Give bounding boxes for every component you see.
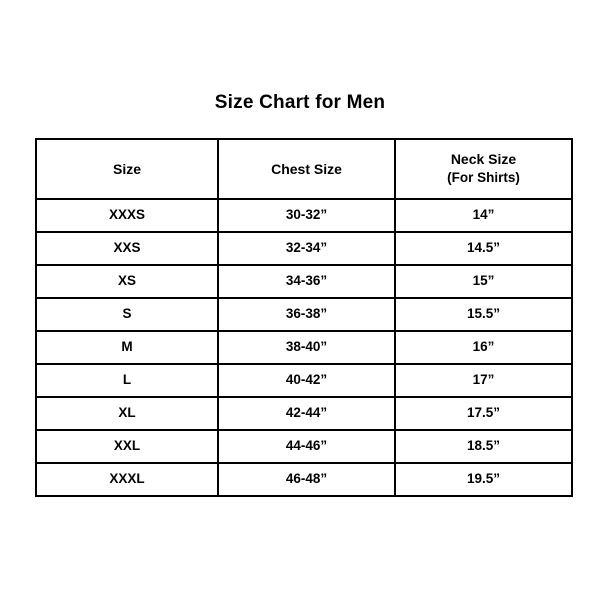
table-row [36, 364, 572, 397]
size-chart-table [35, 138, 573, 497]
cell-size: XXXS [36, 199, 218, 232]
cell-size: S [36, 298, 218, 331]
cell-size: L [36, 364, 218, 397]
column-header-neck-label: Neck Size [450, 151, 517, 168]
table-row [36, 232, 572, 265]
table-row [36, 397, 572, 430]
cell-chest: 44-46” [218, 430, 395, 463]
cell-size: XXS [36, 232, 218, 265]
table-header [36, 139, 572, 199]
page-title: Size Chart for Men [214, 92, 386, 113]
cell-size: M [36, 331, 218, 364]
column-header-size-label: Size [112, 160, 141, 177]
column-header-neck-sublabel: (For Shirts) [447, 170, 520, 186]
column-header-neck [395, 139, 572, 199]
cell-neck: 14” [395, 199, 572, 232]
column-header-chest [218, 139, 395, 199]
table-row [36, 265, 572, 298]
table-row [36, 199, 572, 232]
column-header-size [36, 139, 218, 199]
cell-chest: 34-36” [218, 265, 395, 298]
table-row [36, 298, 572, 331]
table-header-row [36, 139, 572, 199]
cell-neck: 17.5” [395, 397, 572, 430]
cell-size: XXL [36, 430, 218, 463]
cell-chest: 30-32” [218, 199, 395, 232]
cell-neck: 16” [395, 331, 572, 364]
cell-chest: 38-40” [218, 331, 395, 364]
cell-neck: 18.5” [395, 430, 572, 463]
table-body [36, 199, 572, 496]
cell-chest: 36-38” [218, 298, 395, 331]
table-row [36, 463, 572, 496]
cell-chest: 32-34” [218, 232, 395, 265]
cell-chest: 46-48” [218, 463, 395, 496]
cell-neck: 17” [395, 364, 572, 397]
cell-size: XS [36, 265, 218, 298]
table-row [36, 331, 572, 364]
table-row [36, 430, 572, 463]
cell-chest: 40-42” [218, 364, 395, 397]
column-header-chest-label: Chest Size [271, 160, 342, 177]
cell-neck: 19.5” [395, 463, 572, 496]
cell-neck: 14.5” [395, 232, 572, 265]
cell-chest: 42-44” [218, 397, 395, 430]
cell-neck: 15” [395, 265, 572, 298]
cell-size: XXXL [36, 463, 218, 496]
cell-neck: 15.5” [395, 298, 572, 331]
cell-size: XL [36, 397, 218, 430]
